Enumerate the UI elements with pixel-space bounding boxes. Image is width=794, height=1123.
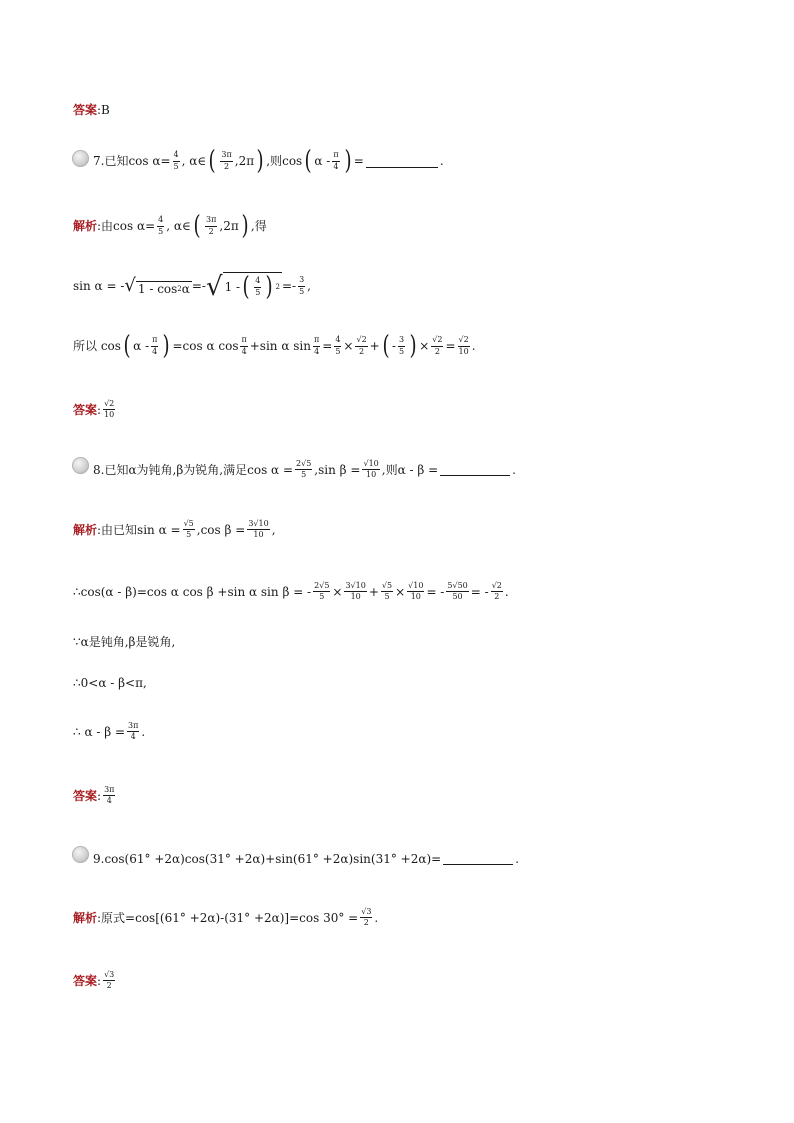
s8-l2-f1: $\frac{2√5}{5}$	[314, 581, 330, 602]
answer-label: 答案	[73, 402, 98, 417]
s7-l2-c: =-	[281, 279, 297, 293]
solution-label: 解析	[73, 219, 98, 233]
s8-l2-d: ×	[395, 584, 406, 599]
solution-8-line-2	[73, 582, 509, 602]
s7-l1-c: , α∈	[166, 219, 191, 233]
q9-text: cos(61° +2α)cos(31° +2α)+sin(61° +2α)sin(31° +2α)=	[104, 851, 442, 866]
answer-blank[interactable]	[443, 852, 513, 865]
answer-9	[73, 971, 117, 991]
q7-eq: =	[160, 154, 171, 168]
s8-l2-f2: $\frac{3√10}{10}$	[345, 581, 366, 602]
question-8	[93, 460, 516, 480]
question-number: 8.	[93, 462, 105, 477]
s7-l3-f6: $\frac{3}{5}$	[398, 335, 405, 356]
answer-7	[73, 400, 117, 420]
s7-l3-h: ×	[419, 339, 430, 353]
s7-l3-i: =	[445, 339, 456, 353]
question-bullet-icon	[72, 457, 89, 474]
answer-colon: :	[97, 402, 102, 417]
question-9	[93, 852, 519, 865]
s8-l2-c: +	[368, 584, 379, 599]
s7-l3-c: +sin α sin	[249, 339, 311, 353]
answer-7-frac: $\frac{√2}{10}$	[104, 399, 115, 420]
s7-l1-frac1: $\frac{4}{5}$	[158, 215, 164, 236]
answer-blank[interactable]	[366, 155, 438, 168]
question-number: 9.	[93, 851, 105, 866]
s8-l2-g: = -	[470, 584, 489, 599]
q8-text2: ,sin β =	[314, 462, 361, 477]
q7-frac-pi4: $\frac{\pi}{4}$	[333, 150, 339, 171]
s7-l3-f3: $\frac{\pi}{4}$	[314, 335, 320, 356]
answer-colon: :	[97, 788, 102, 803]
s8-l3: ∵α是钝角,β是锐角,	[73, 635, 176, 649]
s8-l5-a: ∴ α - β =	[73, 724, 126, 739]
s7-l3-f5: $\frac{√2}{2}$	[356, 335, 367, 356]
s7-l3-f2: $\frac{\pi}{4}$	[241, 335, 247, 356]
question-7: 7. 已知cos α = $\frac{4}{5}$ , α∈ ( $\frac{3\pi}{2}$ ,2π ) ,则cos ( α - $\frac{\pi}{4}$ ) = .	[93, 146, 444, 176]
solution-8-line-5	[73, 722, 145, 742]
s7-l3-neg: -	[391, 339, 396, 353]
answer-label: 答案	[73, 973, 98, 988]
s7-l2-frac: $\frac{3}{5}$	[299, 275, 305, 296]
question-bullet-icon	[72, 150, 89, 167]
solution-7-line-2	[73, 272, 311, 300]
q8-text3: ,则α - β =	[381, 462, 439, 477]
solution-7-line-3: 所以 cos ( α - $\frac{\pi}{4}$ ) =cos α cos $\frac{\pi}{4}$ +sin α sin $\frac{\pi}{4}$ = $\frac{4}{5}$ × $\frac{√2}{2}$ + ( - $\frac{3}{5}$ ) × $\frac{√2}{2}$ = $\frac{√2}{10}$ .	[73, 331, 476, 361]
s8-l1-b: ,cos β =	[196, 522, 246, 537]
q7-frac-interval: $\frac{3\pi}{2}$	[221, 150, 232, 171]
s7-l3-e: ×	[343, 339, 354, 353]
s9-a: :原式=cos[(61° +2α)-(31° +2α)]=cos 30° =	[97, 910, 359, 925]
s7-l3-f4: $\frac{4}{5}$	[335, 335, 341, 356]
s8-l2-f3: $\frac{√5}{5}$	[381, 581, 393, 602]
question-bullet-icon	[72, 846, 89, 863]
solution-8-line-4	[73, 677, 147, 689]
q7-text: 已知cos α	[104, 154, 161, 168]
s8-l2-f4: $\frac{√10}{10}$	[408, 581, 424, 602]
solution-label: 解析	[73, 522, 98, 537]
answer-text: :B	[97, 103, 110, 117]
s8-l1-c: ,	[271, 522, 276, 537]
solution-7-line-1: 解析 :由cos α = $\frac{4}{5}$ , α∈ ( $\frac{3\pi}{2}$ ,2π ) ,得	[73, 211, 267, 241]
q7-interval-rest: ,2π	[234, 154, 255, 168]
q7-inner: α -	[314, 154, 331, 168]
s8-l2-a: ∴cos(α - β)=cos α cos β +sin α sin β = -	[73, 584, 312, 599]
answer-label: 答案	[73, 788, 98, 803]
s7-l1-d: ,2π	[219, 219, 239, 233]
answer-label: 答案	[73, 103, 98, 117]
solution-8-line-3	[73, 636, 175, 648]
s7-l1-a: :由cos α	[97, 219, 146, 233]
s7-l3-a: 所以 cos	[73, 339, 121, 353]
s8-l2-b: ×	[332, 584, 343, 599]
s7-l3-b: =cos α cos	[172, 339, 239, 353]
answer-8-frac: $\frac{3\pi}{4}$	[104, 785, 115, 806]
s8-l2-f6: $\frac{√2}{2}$	[491, 581, 502, 602]
s7-l3-d: =	[322, 339, 333, 353]
q7-mid: , α∈	[181, 154, 207, 168]
s7-l3-f1: $\frac{\pi}{4}$	[152, 335, 158, 356]
s7-l1-e: ,得	[250, 219, 267, 233]
answer-9-frac: $\frac{√3}{2}$	[104, 970, 115, 991]
s7-l2-sqrt1: √ 1 - cos 2 α	[124, 275, 190, 296]
s8-l5-f1: $\frac{3\pi}{4}$	[128, 721, 139, 742]
s8-l2-e: = -	[426, 584, 445, 599]
s9-b: .	[374, 910, 379, 925]
s8-l1-a: :由已知sin α =	[97, 522, 181, 537]
s8-l2-f5: $\frac{5√50}{50}$	[447, 581, 468, 602]
s7-l3-g: +	[369, 339, 380, 353]
s8-l2-h: .	[504, 584, 509, 599]
s7-l3-f7: $\frac{√2}{2}$	[432, 335, 443, 356]
answer-8	[73, 786, 117, 806]
answer-b-line	[73, 104, 110, 116]
s8-l5-b: .	[141, 724, 146, 739]
solution-8-line-1	[73, 520, 276, 540]
answer-blank[interactable]	[440, 463, 510, 476]
s7-l3-inner: α -	[133, 339, 150, 353]
solution-label: 解析	[73, 910, 98, 925]
q7-period: .	[439, 154, 444, 168]
s7-l2-b: =-	[191, 279, 206, 293]
q8-text1: 已知α为钝角,β为锐角,满足cos α =	[104, 462, 294, 477]
q8-frac1: $\frac{2√5}{5}$	[296, 459, 312, 480]
s7-l1-frac2: $\frac{3\pi}{2}$	[206, 215, 217, 236]
question-number: 7.	[93, 154, 105, 168]
s7-l3-f8: $\frac{√2}{10}$	[458, 335, 469, 356]
q7-then: ,则cos	[266, 154, 303, 168]
q7-end: =	[353, 154, 364, 168]
s9-frac: $\frac{√3}{2}$	[361, 907, 372, 928]
q8-frac2: $\frac{√10}{10}$	[363, 459, 379, 480]
q8-period: .	[512, 462, 516, 477]
s8-l1-f2: $\frac{3√10}{10}$	[248, 519, 269, 540]
s7-l2-d: ,	[307, 279, 311, 293]
answer-colon: :	[97, 973, 102, 988]
s8-l1-f1: $\frac{√5}{5}$	[183, 519, 194, 540]
solution-9	[73, 908, 378, 928]
s8-l4: ∴0<α - β<π,	[73, 676, 147, 690]
s7-l1-b: =	[145, 219, 156, 233]
q7-frac-cos: $\frac{4}{5}$	[173, 150, 179, 171]
s7-l2-a: sin α = -	[73, 279, 125, 293]
s7-l3-j: .	[471, 339, 476, 353]
s7-l2-sqrt2: √ 1 - ( $\frac{4}{5}$ ) 2	[205, 272, 280, 302]
q9-period: .	[515, 851, 520, 866]
